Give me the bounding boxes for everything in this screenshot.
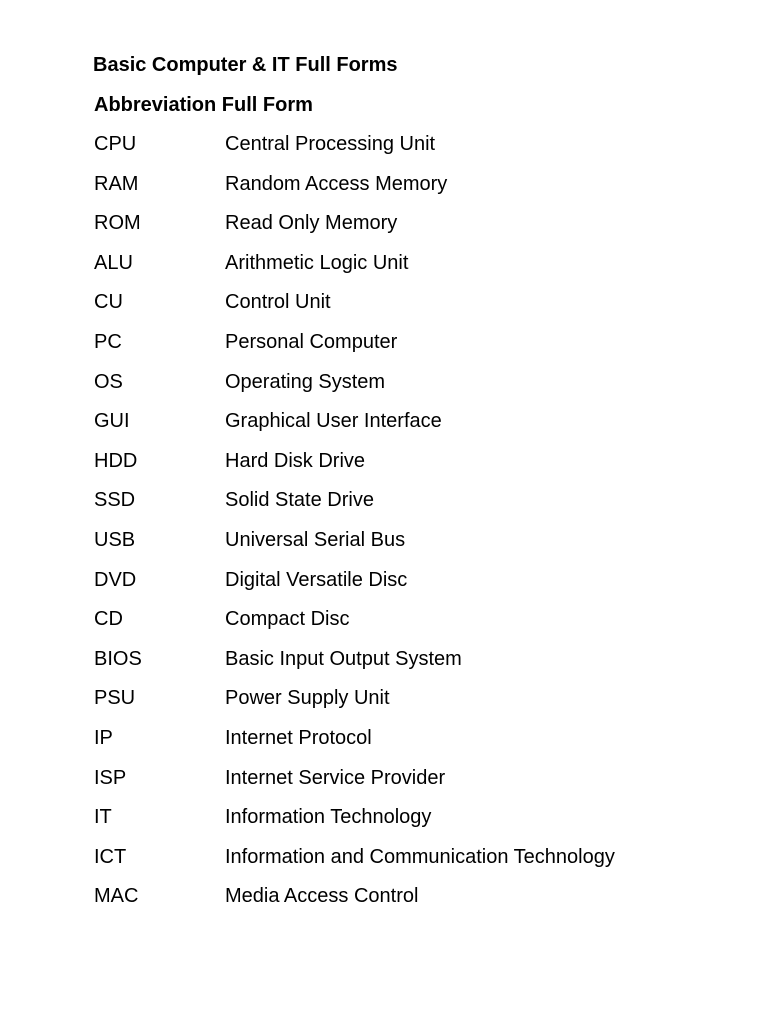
- table-row: [94, 725, 734, 765]
- full-form-cell: Graphical User Interface: [225, 410, 442, 433]
- table-row: [94, 527, 734, 567]
- full-form-cell: Read Only Memory: [225, 212, 398, 235]
- abbreviation-cell: DVD: [94, 568, 137, 591]
- table-row: [94, 171, 734, 211]
- table-row: [94, 131, 734, 171]
- abbreviation-cell: ALU: [94, 251, 133, 274]
- full-form-cell: Information Technology: [225, 806, 432, 829]
- table-row: [94, 369, 734, 409]
- full-form-cell: Arithmetic Logic Unit: [225, 251, 409, 274]
- full-form-cell: Compact Disc: [225, 608, 350, 631]
- full-form-cell: Hard Disk Drive: [225, 449, 366, 472]
- abbreviation-cell: SSD: [94, 489, 136, 512]
- abbreviation-cell: ICT: [94, 845, 127, 868]
- table-row: [94, 646, 734, 686]
- table-row: [94, 844, 734, 884]
- document-title: Basic Computer & IT Full Forms: [93, 54, 398, 76]
- abbreviation-cell: ROM: [94, 212, 141, 235]
- abbreviation-cell: CU: [94, 291, 123, 314]
- table-row: [94, 289, 734, 329]
- abbreviation-cell: BIOS: [94, 647, 142, 670]
- abbreviation-cell: USB: [94, 528, 136, 551]
- table-row: [94, 210, 734, 250]
- full-form-cell: Internet Service Provider: [225, 766, 446, 789]
- full-form-cell: Information and Communication Technology: [225, 845, 615, 868]
- abbreviation-cell: GUI: [94, 410, 130, 433]
- table-row: [94, 329, 734, 369]
- full-form-cell: Digital Versatile Disc: [225, 568, 408, 591]
- abbreviation-cell: HDD: [94, 449, 138, 472]
- abbreviation-cell: CPU: [94, 133, 137, 155]
- abbreviation-cell: CD: [94, 608, 123, 631]
- full-form-cell: Power Supply Unit: [225, 687, 390, 710]
- table-row: [94, 883, 734, 923]
- table-row: [94, 804, 734, 844]
- header-full-form: Full Form: [221, 94, 313, 116]
- full-form-cell: Operating System: [225, 370, 386, 393]
- full-form-cell: Internet Protocol: [225, 726, 372, 749]
- table-header: [94, 92, 313, 118]
- abbreviation-cell: PSU: [94, 687, 136, 710]
- abbreviation-cell: IT: [94, 806, 112, 829]
- table-row: [94, 685, 734, 725]
- abbreviation-cell: MAC: [94, 885, 139, 908]
- abbreviation-cell: PC: [94, 330, 122, 353]
- full-form-cell: Basic Input Output System: [225, 647, 462, 670]
- table-row: [94, 765, 734, 805]
- full-form-cell: Random Access Memory: [225, 172, 448, 195]
- full-form-cell: Control Unit: [225, 291, 331, 314]
- full-form-cell: Personal Computer: [225, 330, 398, 353]
- table-row: [94, 250, 734, 290]
- full-form-cell: Central Processing Unit: [225, 133, 436, 155]
- table-row: [94, 448, 734, 488]
- table-row: [94, 567, 734, 607]
- full-form-cell: Solid State Drive: [225, 489, 374, 512]
- full-form-cell: Universal Serial Bus: [225, 528, 406, 551]
- full-form-cell: Media Access Control: [225, 885, 419, 908]
- abbreviation-list: [94, 131, 734, 923]
- abbreviation-cell: IP: [94, 726, 113, 749]
- header-abbreviation: Abbreviation: [94, 94, 222, 116]
- abbreviation-cell: ISP: [94, 766, 127, 789]
- abbreviation-cell: OS: [94, 370, 123, 393]
- table-row: [94, 408, 734, 448]
- abbreviation-cell: RAM: [94, 172, 139, 195]
- table-row: [94, 487, 734, 527]
- table-row: [94, 606, 734, 646]
